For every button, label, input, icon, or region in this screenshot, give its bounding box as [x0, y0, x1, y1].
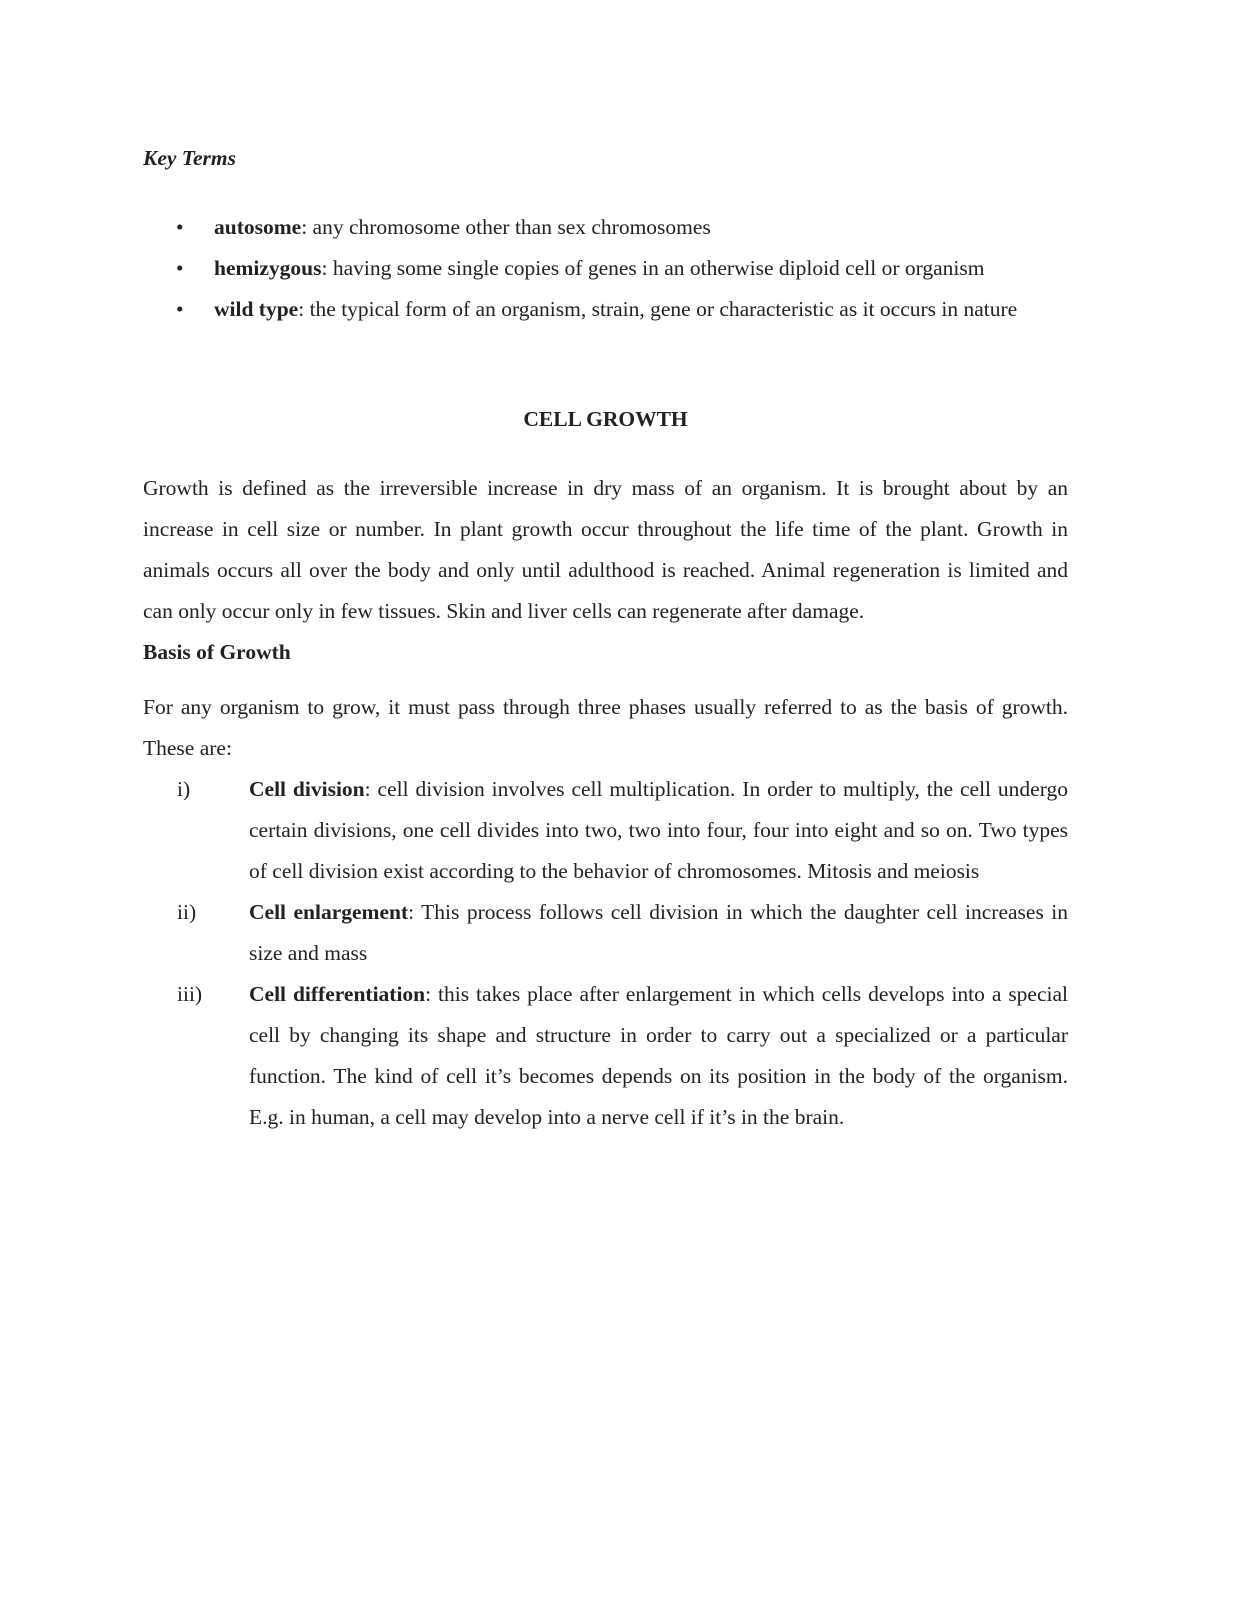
list-numeral: iii) [177, 982, 203, 1006]
phase-description: : This process follows cell division in which the daughter cell increases in size and mass [249, 900, 1068, 965]
key-terms-list [143, 207, 1068, 330]
phase-name: Cell enlargement [249, 900, 409, 924]
phase-description: : cell division involves cell multiplication. In order to multiply, the cell undergo certain divisions, one cell divides into two, two into four, four into eight and so on. Two types of cell division exist according to the behavior of chromosomes. Mitosis and meiosis [249, 777, 1068, 883]
key-terms-heading: Key Terms [143, 146, 236, 170]
key-term-item [143, 248, 1068, 289]
key-term-definition: : having some single copies of genes in an otherwise diploid cell or organism [321, 256, 985, 280]
key-term-item [143, 207, 1068, 248]
key-term-definition: : the typical form of an organism, strain, gene or characteristic as it occurs in nature [298, 297, 1018, 321]
basis-of-growth-heading: Basis of Growth [143, 640, 291, 664]
key-term-word: autosome [214, 215, 302, 239]
section-title: CELL GROWTH [523, 407, 688, 431]
growth-phase-item [143, 892, 1068, 974]
phase-name: Cell differentiation [249, 982, 426, 1006]
list-numeral: i) [177, 777, 191, 801]
phase-name: Cell division [249, 777, 365, 801]
growth-phase-item [143, 974, 1068, 1138]
key-term-word: hemizygous [214, 256, 322, 280]
key-term-item [143, 289, 1068, 330]
cell-growth-paragraph: Growth is defined as the irreversible increase in dry mass of an organism. It is brought about by an increase in cell size or number. In plant growth occur throughout the life time of the plant. Growth in animals occurs all over the body and only until adulthood is reached. Animal regeneration is limited and can only occur only in few tissues. Skin and liver cells can regenerate after damage. [143, 476, 1068, 623]
document-page [143, 138, 1068, 1138]
growth-phase-item [143, 769, 1068, 892]
bullet-icon: • [176, 215, 184, 239]
list-numeral: ii) [177, 900, 197, 924]
key-term-definition: : any chromosome other than sex chromosomes [301, 215, 711, 239]
phase-description: : this takes place after enlargement in which cells develops into a special cell by changing its shape and structure in order to carry out a specialized or a particular function. The kind of cell it’s becomes depends on its position in the body of the organism. E.g. in human, a cell may develop into a nerve cell if it’s in the brain. [249, 982, 1069, 1129]
bullet-icon: • [176, 256, 184, 280]
basis-of-growth-intro: For any organism to grow, it must pass through three phases usually referred to as the basis of growth. These are: [143, 695, 1068, 760]
bullet-icon: • [176, 297, 184, 321]
growth-phases-list [143, 769, 1068, 1138]
key-term-word: wild type [214, 297, 299, 321]
